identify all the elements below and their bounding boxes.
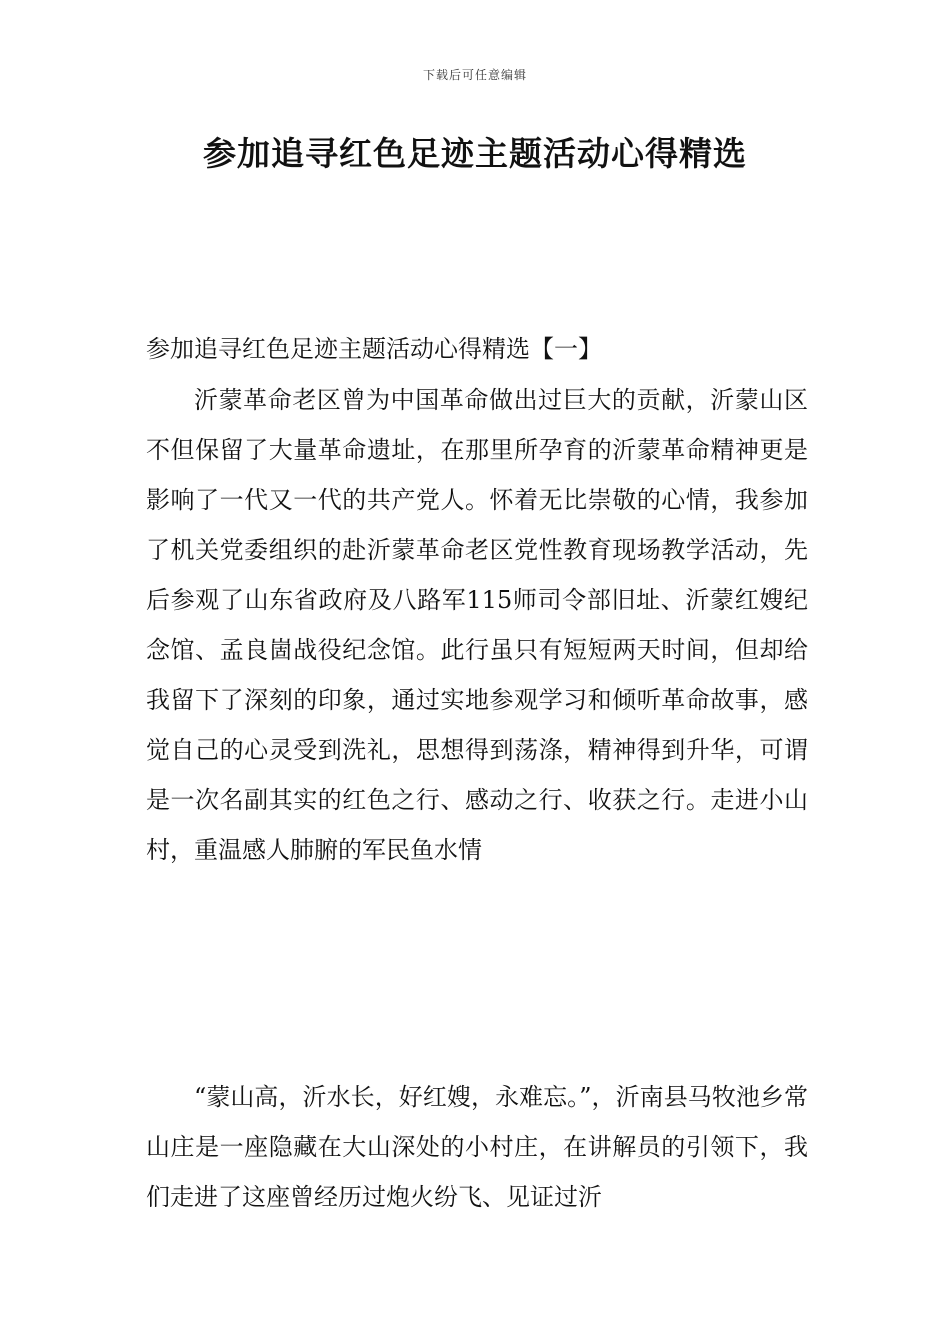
- body-paragraph: 沂蒙革命老区曾为中国革命做出过巨大的贡献，沂蒙山区不但保留了大量革命遗址，在那里所孕育的沂蒙革命精神更是影响了一代又一代的共产党人。怀着无比崇敬的心情，我参加了机关党委组织的赴沂蒙革命老区党性教育现场教学活动，先后参观了山东省政府及八路军115师司令部旧址、沂蒙红嫂纪念馆、孟良崮战役纪念馆。此行虽只有短短两天时间，但却给我留下了深刻的印象，通过实地参观学习和倾听革命故事，感觉自己的心灵受到洗礼，思想得到荡涤，精神得到升华，可谓是一次名副其实的红色之行、感动之行、收获之行。走进小山村，重温感人肺腑的军民鱼水情: [146, 386, 808, 864]
- body-paragraph: “蒙山高，沂水长，好红嫂，永难忘。”，沂南县马牧池乡常山庄是一座隐藏在大山深处的小村庄，在讲解员的引领下，我们走进了这座曾经历过炮火纷飞、见证过沂: [146, 1083, 808, 1211]
- document-title: 参加追寻红色足迹主题活动心得精选: [203, 134, 747, 173]
- header-note: 下载后可任意编辑: [422, 68, 527, 82]
- section-heading: 参加追寻红色足迹主题活动心得精选【一】: [146, 335, 602, 363]
